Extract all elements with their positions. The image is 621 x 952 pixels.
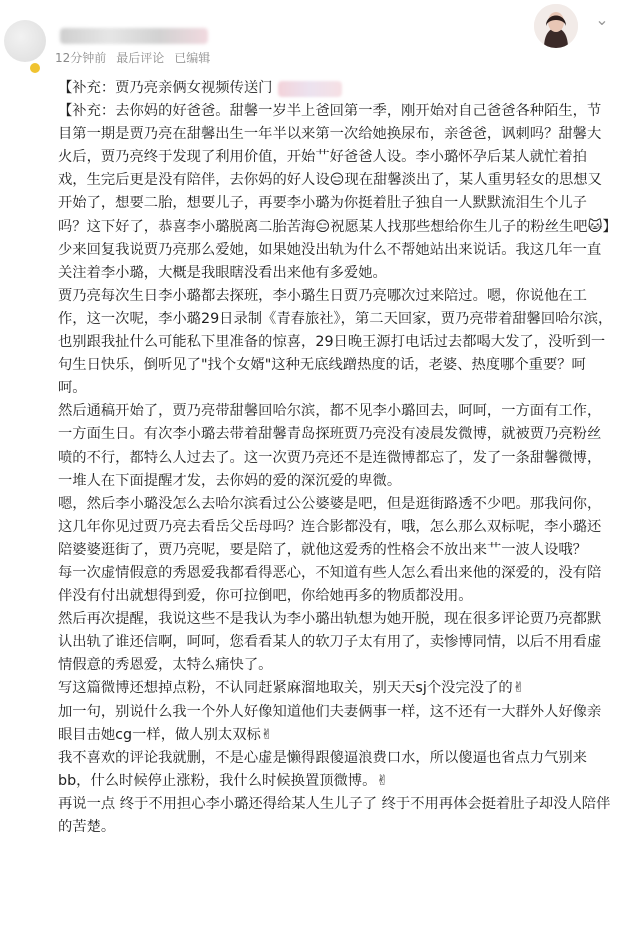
author-name-blurred[interactable] [60, 28, 208, 44]
paragraph-9: 加一句，别说什么我一个外人好像知道他们夫妻俩事一样，这不还有一大群外人好像亲眼目击她cg一样，做人别太双标✌ [58, 703, 602, 743]
paragraph-3: 贾乃亮每次生日李小璐都去探班，李小璐生日贾乃亮哪次过来陪过。嗯，你说他在工作，这一次呢，李小璐29日录制《青春旅社》，第二天回家，贾乃亮带着甜馨回哈尔滨，也别跟我扯什么可能私下里准备的惊喜，29日晚王源打电话过去都喝大发了，没听到一句生日快乐，倒听见了"找个女婿"这种无底线蹭热度的话，老婆、热度哪个重要？呵呵。 [58, 287, 613, 397]
post-header [0, 0, 621, 68]
paragraph-10: 我不喜欢的评论我就删，不是心虚是懒得跟傻逼浪费口水，所以傻逼也省点力气别来bb，什么时候停止涨粉，我什么时候换置顶微博。✌ [58, 749, 587, 789]
paragraph-2: 少来回复我说贾乃亮那么爱她，如果她没出轨为什么不帮她站出来说话。我这几年一直关注着李小璐，大概是我眼瞎没看出来他有多爱她。 [58, 241, 602, 281]
chevron-down-icon[interactable]: ⌄ [595, 10, 609, 29]
author-avatar[interactable] [4, 20, 46, 62]
paragraph-5: 嗯，然后李小璐没怎么去哈尔滨看过公公婆婆是吧，但是逛街路透不少吧。那我问你，这几年你见过贾乃亮去看岳父岳母吗？连合影都没有，哦，怎么那么双标呢，李小璐还陪婆婆逛街了，贾乃亮呢，要是陪了，就他这爱秀的性格会不放出来艹一波人设哦？ [58, 495, 602, 558]
video-link-blurred[interactable] [278, 81, 342, 97]
title-prefix: 【补充：贾乃亮亲俩女视频传送门 [58, 80, 273, 96]
paragraph-7: 然后再次提醒，我说这些不是我认为李小璐出轨想为她开脱，现在很多评论贾乃亮都默认出轨了谁还信啊，呵呵，您看看某人的软刀子太有用了，卖惨博同情，以后不用看虚情假意的秀恩爱，太特么痛快了。 [58, 611, 602, 674]
post-content [58, 77, 617, 839]
last-comment-label: 最后评论 [116, 51, 165, 65]
paragraph-6: 每一次虚情假意的秀恩爱我都看得恶心，不知道有些人怎么看出来他的深爱的，没有陪伴没有付出就想得到爱，你可拉倒吧，你给她再多的物质都没用。 [58, 564, 602, 605]
profile-photo[interactable] [534, 4, 578, 48]
title-line [58, 77, 614, 100]
post-meta [55, 49, 210, 66]
paragraph-4: 然后通稿开始了，贾乃亮带甜馨回哈尔滨，都不见李小璐回去，呵呵，一方面有工作，一方面生日。有次李小璐去带着甜馨青岛探班贾乃亮没有凌晨发微博，就被贾乃亮粉丝喷的不行，都特么人过去了。这一次贾乃亮还不是连微博都忘了，发了一条甜馨微博，一堆人在下面提醒才发，去你妈的爱的深沉爱的卑微。 [58, 403, 602, 489]
paragraph-8: 写这篇微博还想掉点粉，不认同赶紧麻溜地取关，别天天sj个没完没了的✌ [58, 680, 525, 697]
paragraph-11: 再说一点 终于不用担心李小璐还得给某人生儿子了 终于不用再体会挺着肚子却没人陪伴的苦楚。 [58, 795, 611, 835]
paragraph-1: 【补充：去你妈的好爸爸。甜馨一岁半上爸回第一季，刚开始对自己爸爸各种陌生，节目第一期是贾乃亮在甜馨出生一年半以来第一次给她换尿布，亲爸爸，讽刺吗？甜馨大火后，贾乃亮终于发现了利用价值，开始艹好爸爸人设。李小璐怀孕后某人就忙着拍戏，生完后更是没有陪伴，去你妈的好人设😑现在甜馨淡出了，某人重男轻女的思想又开始了，想要二胎，想要儿子，再要李小璐为你挺着肚子独自一人默默流泪生个儿子吗？这下好了，恭喜李小璐脱离二胎苦海😑祝愿某人找那些想给你生儿子的粉丝生吧🐱】 [58, 103, 617, 235]
post-time: 12分钟前 [55, 51, 107, 65]
edited-label: 已编辑 [174, 51, 211, 65]
verified-badge-icon [30, 63, 40, 73]
